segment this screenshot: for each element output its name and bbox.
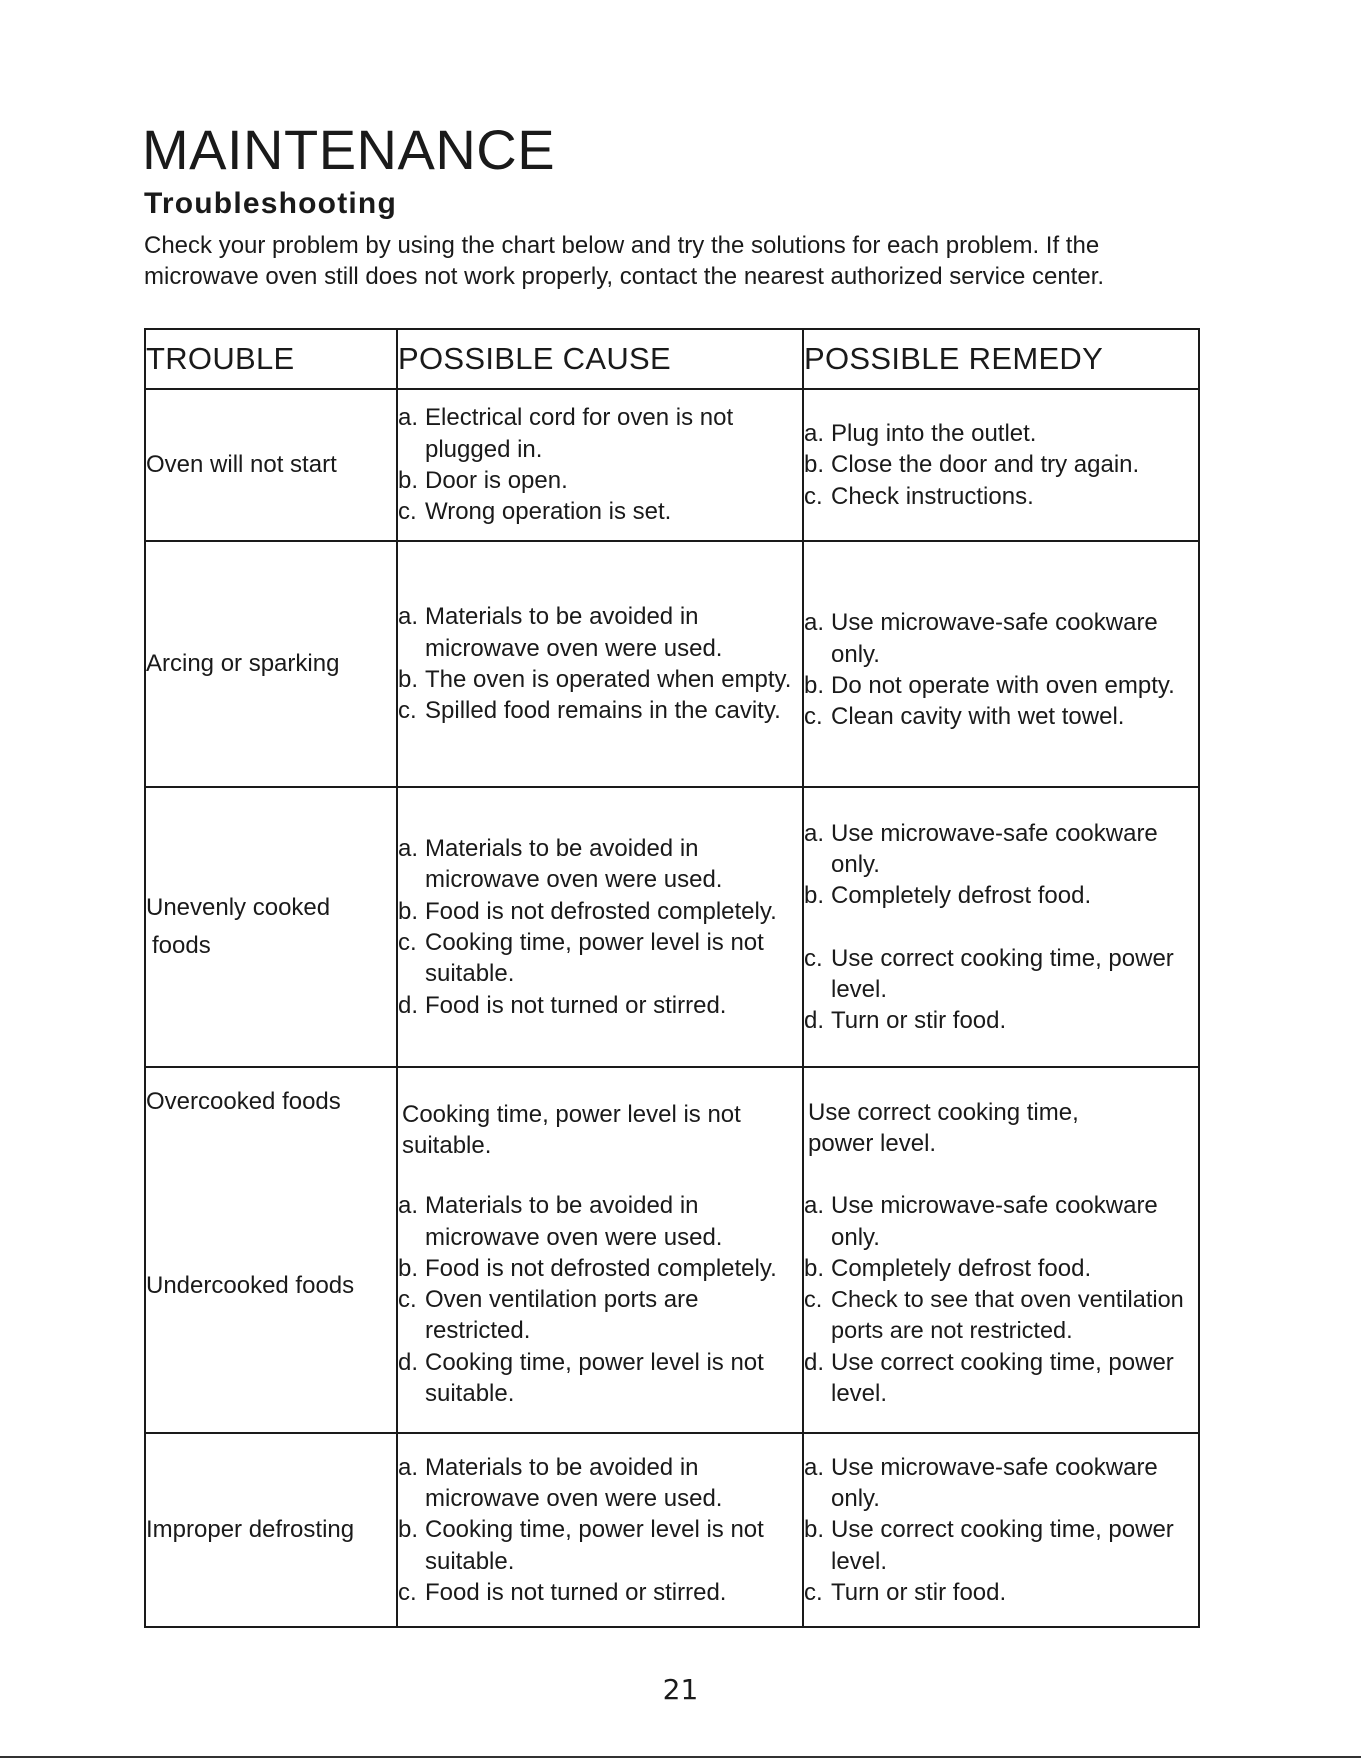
trouble-text: Oven will not start [146, 451, 337, 479]
cause-item [398, 601, 802, 664]
item-text: Use correct cooking time, power level. [831, 1348, 1174, 1408]
remedy-item [804, 1253, 1198, 1284]
item-label: a. [804, 420, 825, 448]
troubleshooting-table [144, 328, 1200, 1628]
item-label: c. [804, 1286, 823, 1313]
remedy-cell [803, 389, 1199, 541]
item-label: b. [804, 882, 825, 910]
remedy-item [804, 880, 1198, 911]
item-text: Use microwave-safe cookware only. [831, 819, 1158, 878]
item-text: Do not operate with oven empty. [831, 672, 1175, 699]
trouble-text-overcooked: Overcooked foods [146, 1088, 341, 1115]
remedy-item [804, 818, 1198, 881]
item-label: c. [398, 1578, 417, 1606]
trouble-text: Arcing or sparking [146, 650, 340, 678]
item-label: d. [398, 1348, 419, 1376]
item-text: Turn or stir food. [831, 1578, 1007, 1606]
item-text: Close the door and try again. [831, 451, 1140, 479]
trouble-text: Unevenly cooked [146, 894, 331, 921]
item-label: c. [804, 944, 823, 972]
table-row [145, 787, 1199, 1067]
trouble-cell [145, 389, 397, 541]
item-label: b. [398, 1254, 419, 1282]
item-label: a. [804, 609, 825, 637]
item-label: a. [804, 1453, 825, 1481]
remedy-item [804, 701, 1198, 732]
item-label: b. [398, 666, 419, 693]
item-label: a. [398, 404, 419, 432]
item-label: c. [804, 1578, 823, 1606]
remedy-cell [803, 1433, 1199, 1627]
cause-cell [397, 787, 803, 1067]
remedy-cell [803, 1067, 1199, 1433]
table-row [145, 1433, 1199, 1627]
item-text: Use correct cooking time, power level. [831, 1516, 1174, 1575]
item-text: Use microwave-safe cookware only. [831, 1192, 1158, 1251]
remedy-item [804, 449, 1198, 480]
item-label: b. [398, 1516, 419, 1544]
item-text: Cooking time, power level is not suitable. [425, 929, 764, 988]
trouble-text-undercooked: Undercooked foods [146, 1272, 355, 1300]
cause-item [398, 1284, 802, 1347]
item-text: Food is not defrosted completely. [425, 897, 777, 925]
item-text: Food is not defrosted completely. [425, 1254, 777, 1282]
cause-item [398, 1253, 802, 1284]
item-label: a. [398, 603, 419, 631]
cause-cell [397, 1067, 803, 1433]
trouble-cell [145, 541, 397, 787]
cause-item [398, 1514, 802, 1577]
table-row [145, 389, 1199, 541]
cause-item [398, 1347, 802, 1410]
item-label: b. [804, 451, 825, 479]
item-text: Materials to be avoided in microwave oven were used. [425, 835, 723, 894]
item-label: c. [398, 697, 417, 725]
intro-line-2: microwave oven still does not work properly, contact the nearest authorized service center. [144, 263, 1105, 290]
item-label: b. [804, 1254, 825, 1282]
item-label: b. [398, 467, 419, 494]
item-text: Check instructions. [831, 482, 1034, 510]
remedy-item [804, 481, 1198, 512]
remedy-cell [803, 787, 1199, 1067]
remedy-item [804, 1190, 1198, 1253]
remedy-item [804, 1514, 1198, 1577]
cause-cell [397, 389, 803, 541]
cause-overcooked: Cooking time, power level is not suitable. [402, 1100, 741, 1159]
item-text: Turn or stir food. [831, 1007, 1007, 1035]
cause-item [398, 833, 802, 896]
item-text: Use microwave-safe cookware only. [831, 609, 1158, 668]
item-label: a. [398, 1192, 419, 1220]
remedy-item [804, 607, 1198, 670]
table-row [145, 1067, 1199, 1433]
item-label: c. [398, 1286, 417, 1314]
cause-cell [397, 1433, 803, 1627]
cause-item [398, 465, 802, 496]
item-text: Use correct cooking time, power level. [831, 944, 1174, 1003]
item-text: Spilled food remains in the cavity. [425, 697, 781, 725]
table-row [145, 541, 1199, 787]
trouble-cell [145, 1433, 397, 1627]
intro-paragraph [144, 230, 1224, 292]
trouble-cell [145, 1067, 397, 1433]
item-label: c. [398, 929, 417, 956]
item-text: Materials to be avoided in microwave oven were used. [425, 1192, 723, 1251]
item-label: a. [398, 1453, 419, 1481]
cause-item [398, 927, 802, 990]
item-text: Plug into the outlet. [831, 420, 1037, 448]
remedy-overcooked: Use correct cooking time, power level. [808, 1098, 1079, 1157]
cause-item [398, 1190, 802, 1253]
remedy-item [804, 1284, 1198, 1347]
item-text: Cooking time, power level is not suitable. [425, 1516, 764, 1575]
item-text: Use microwave-safe cookware only. [831, 1453, 1158, 1513]
page-title: MAINTENANCE [142, 118, 556, 181]
table-header-row [145, 329, 1199, 389]
trouble-text: Improper defrosting [146, 1516, 355, 1544]
remedy-cell [803, 541, 1199, 787]
item-label: c. [804, 482, 823, 510]
cause-cell [397, 541, 803, 787]
item-text: Electrical cord for oven is not plugged in. [425, 404, 734, 463]
remedy-item [804, 1452, 1198, 1515]
section-subtitle: Troubleshooting [144, 187, 397, 220]
cause-item [398, 990, 802, 1021]
item-text: Completely defrost food. [831, 1254, 1092, 1282]
cause-item [398, 695, 802, 726]
cause-item [398, 896, 802, 927]
item-text: Cooking time, power level is not suitable. [425, 1348, 764, 1408]
item-text: Oven ventilation ports are restricted. [425, 1286, 699, 1345]
header-possible-cause: POSSIBLE CAUSE [397, 329, 803, 389]
item-text: Materials to be avoided in microwave oven were used. [425, 603, 723, 662]
item-text: Completely defrost food. [831, 882, 1092, 910]
remedy-item [804, 943, 1198, 1006]
item-label: a. [804, 1192, 825, 1220]
trouble-text: foods [152, 932, 211, 959]
item-text: The oven is operated when empty. [425, 666, 792, 693]
item-label: b. [804, 672, 825, 699]
header-possible-remedy: POSSIBLE REMEDY [803, 329, 1199, 389]
cause-item [398, 402, 802, 465]
cause-item [398, 1577, 802, 1608]
trouble-cell [145, 787, 397, 1067]
bottom-rule [0, 1756, 1361, 1758]
header-trouble: TROUBLE [145, 329, 397, 389]
remedy-item [804, 418, 1198, 449]
item-label: a. [804, 819, 825, 847]
item-label: c. [804, 703, 823, 731]
item-text: Door is open. [425, 467, 568, 494]
cause-item [398, 496, 802, 527]
item-text: Food is not turned or stirred. [425, 991, 727, 1019]
cause-item [398, 664, 802, 695]
item-text: Materials to be avoided in microwave oven were used. [425, 1453, 723, 1513]
item-label: d. [804, 1007, 825, 1035]
remedy-item [804, 1577, 1198, 1608]
cause-item [398, 1452, 802, 1515]
page-number: 21 [662, 1673, 699, 1706]
item-text: Check to see that oven ventilation ports are not restricted. [831, 1286, 1184, 1344]
remedy-item [804, 670, 1198, 701]
item-label: d. [804, 1348, 825, 1376]
item-label: b. [398, 897, 419, 925]
item-text: Food is not turned or stirred. [425, 1578, 727, 1606]
remedy-item [804, 1347, 1198, 1410]
intro-line-1: Check your problem by using the chart below and try the solutions for each problem. If the [144, 232, 1100, 259]
item-label: c. [398, 498, 417, 526]
item-text: Clean cavity with wet towel. [831, 703, 1125, 731]
item-label: b. [804, 1516, 825, 1544]
item-label: a. [398, 835, 419, 863]
remedy-item [804, 1005, 1198, 1036]
item-label: d. [398, 991, 419, 1019]
item-text: Wrong operation is set. [425, 498, 672, 526]
